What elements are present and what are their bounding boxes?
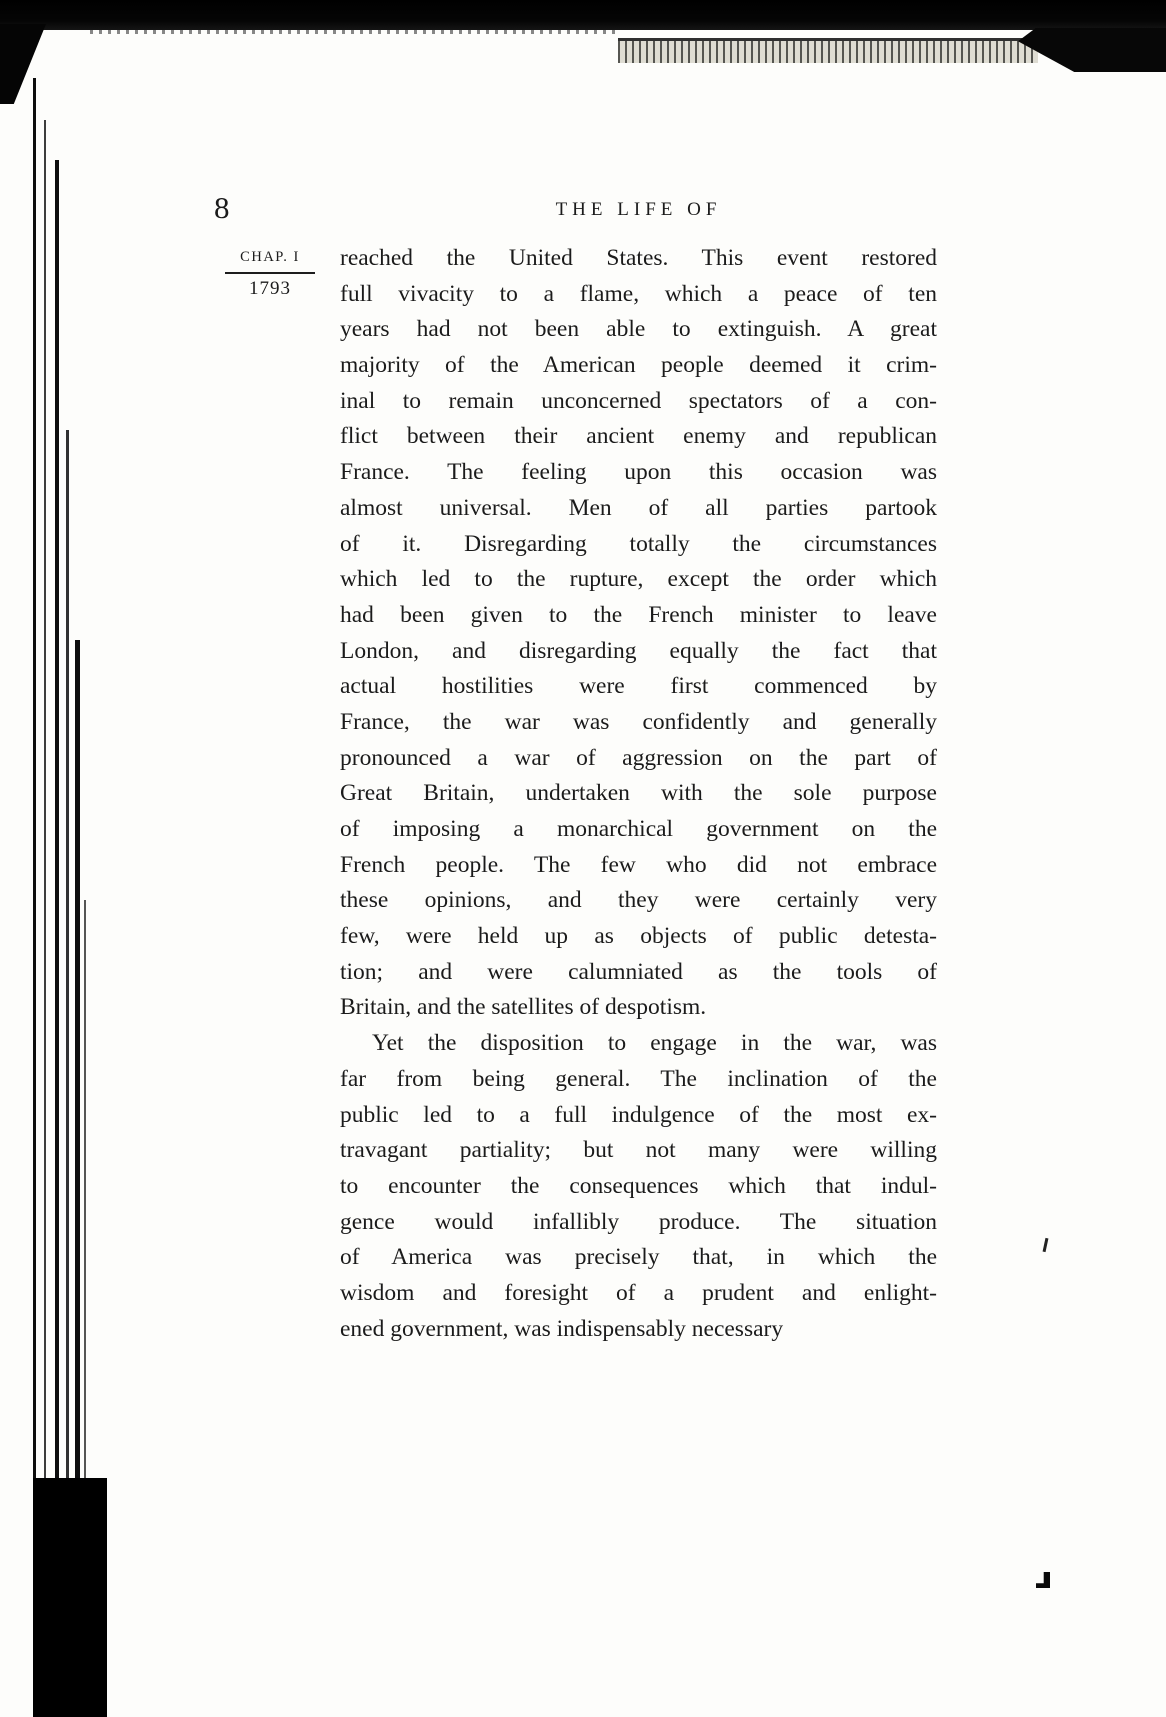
text-line: of America was precisely that, in which the — [340, 1244, 937, 1271]
chapter-label: CHAP. I — [240, 249, 300, 265]
text-line: these opinions, and they were certainly very — [340, 887, 937, 914]
text-line: gence would infallibly produce. The situation — [340, 1208, 937, 1235]
margin-rule — [225, 272, 315, 274]
text-line: almost universal. Men of all parties partook — [340, 494, 937, 521]
scan-artifact-gutter-line — [33, 78, 36, 1717]
text-line: French people. The few who did not embrace — [340, 851, 937, 878]
text-line: wisdom and foresight of a prudent and enlight- — [340, 1279, 937, 1306]
text-line: London, and disregarding equally the fact that — [340, 637, 937, 664]
text-line: of it. Disregarding totally the circumstances — [340, 530, 937, 557]
text-line: Yet the disposition to engage in the war, was — [372, 1030, 937, 1057]
text-line: which led to the rupture, except the order which — [340, 566, 937, 593]
scan-artifact-corner-mark — [1036, 1572, 1050, 1588]
text-line: majority of the American people deemed it crim- — [340, 352, 937, 379]
scan-artifact-top-right-blob — [1018, 28, 1166, 72]
text-line: actual hostilities were first commenced by — [340, 673, 937, 700]
scan-artifact-bottom-block — [33, 1478, 107, 1717]
text-line: reached the United States. This event restored — [340, 245, 937, 271]
text-line: public led to a full indulgence of the most ex- — [340, 1101, 937, 1128]
text-line: years had not been able to extinguish. A great — [340, 316, 937, 343]
text-line: few, were held up as objects of public detesta- — [340, 923, 937, 950]
text-line: far from being general. The inclination of the — [340, 1065, 937, 1092]
scan-artifact-tick — [1043, 1238, 1049, 1252]
year-label: 1793 — [249, 278, 291, 299]
running-title: THE LIFE OF — [555, 199, 722, 220]
text-line: France. The feeling upon this occasion was — [340, 459, 937, 486]
text-line: of imposing a monarchical government on the — [340, 816, 937, 842]
text-line: tion; and were calumniated as the tools of — [340, 958, 937, 985]
text-line: inal to remain unconcerned spectators of a con- — [340, 387, 937, 414]
text-line: travagant partiality; but not many were willing — [340, 1137, 937, 1164]
margin-note — [220, 249, 320, 300]
text-line: Great Britain, undertaken with the sole purpose — [340, 780, 937, 807]
text-line: had been given to the French minister to leave — [340, 601, 937, 628]
text-line: to encounter the consequences which that indul- — [340, 1172, 937, 1199]
scan-artifact-top-left-wedge — [0, 24, 46, 104]
text-line: pronounced a war of aggression on the part of — [340, 744, 937, 771]
text-line: France, the war was confidently and generally — [340, 708, 937, 735]
text-line: flict between their ancient enemy and republican — [340, 423, 937, 450]
text-line: Britain, and the satellites of despotism. — [340, 994, 707, 1021]
page-number: 8 — [214, 190, 231, 225]
scan-artifact-top-bar — [0, 0, 1166, 30]
text-line: full vivacity to a flame, which a peace of ten — [340, 280, 937, 307]
text-line: ened government, was indispensably necessary — [340, 1315, 784, 1342]
body-text — [340, 241, 937, 1347]
scan-artifact-ruled-strip — [618, 38, 1038, 63]
